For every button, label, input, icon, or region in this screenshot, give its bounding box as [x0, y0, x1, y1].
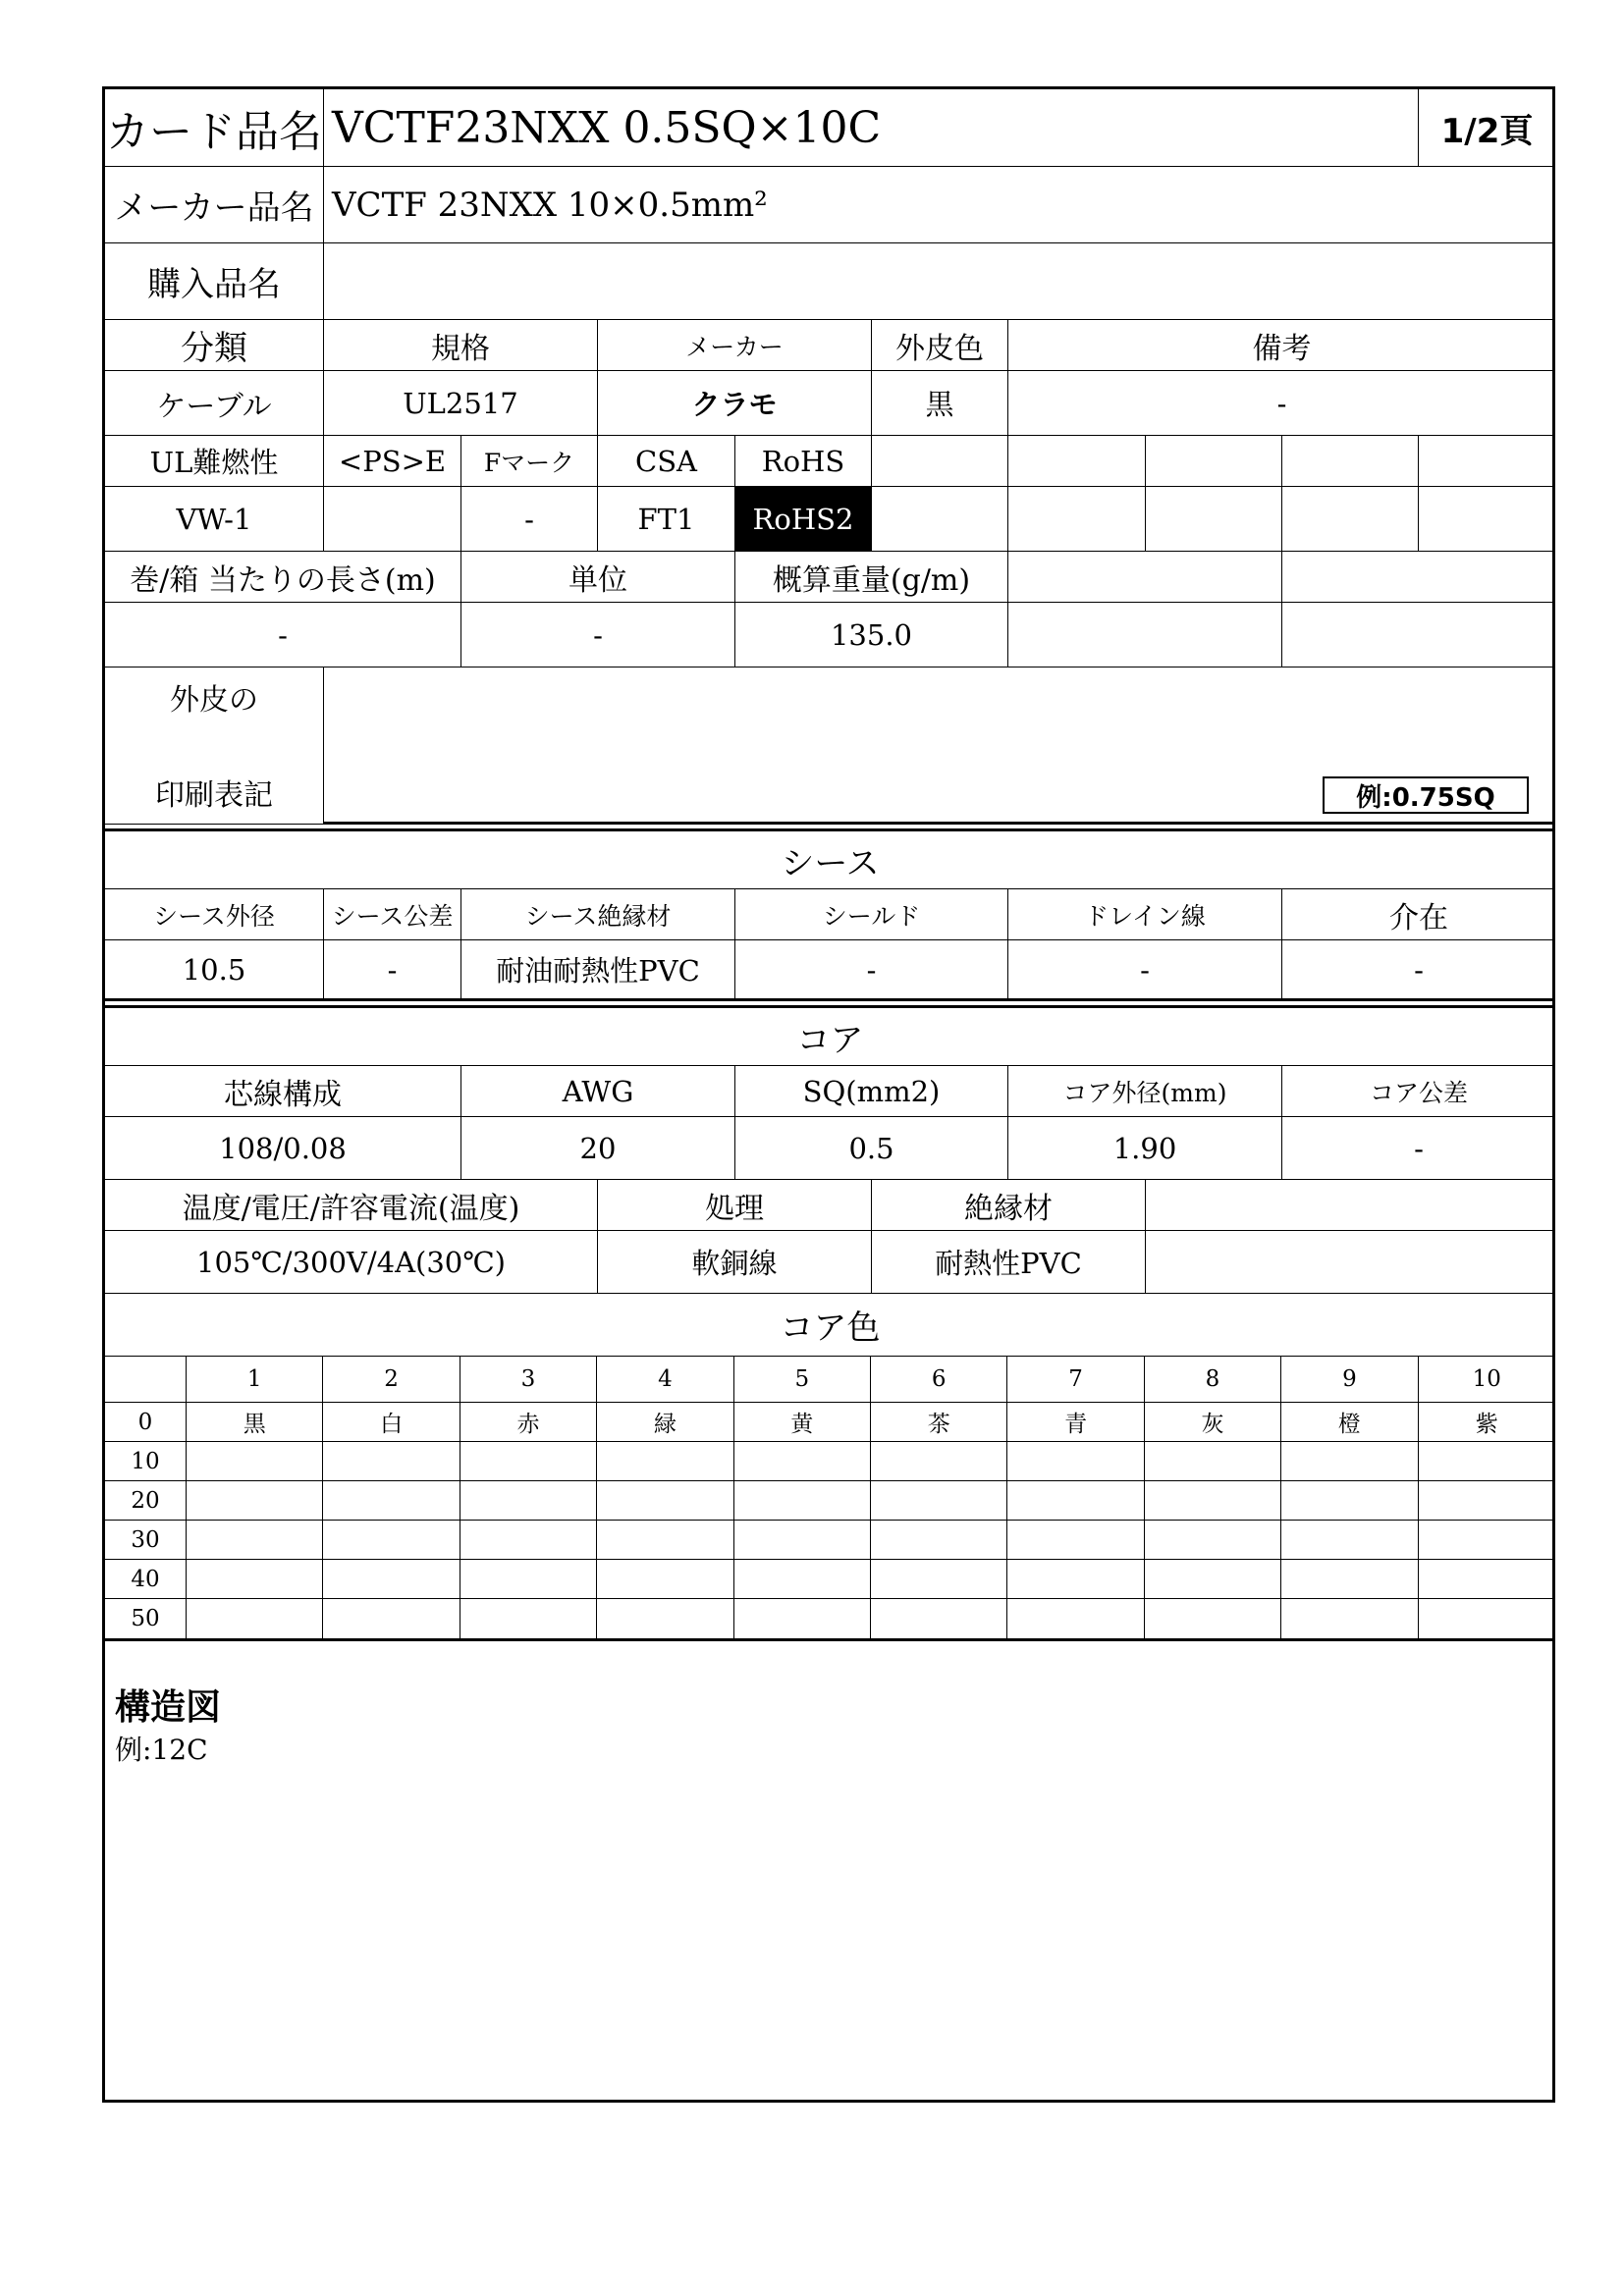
- color-grid-cell: [734, 1481, 871, 1521]
- color-grid-cell: [597, 1521, 733, 1560]
- color-grid-cell: 白: [323, 1403, 460, 1442]
- blank-rating-value: [1146, 1231, 1555, 1294]
- color-grid-cell: [323, 1481, 460, 1521]
- blank-value-2: [1008, 487, 1146, 552]
- print-example-box: 例:0.75SQ: [1323, 776, 1529, 814]
- blank-header-4: [1282, 436, 1419, 487]
- color-grid-cell: [460, 1560, 597, 1599]
- shield-header: シールド: [735, 889, 1008, 940]
- blank-header-2: [1008, 436, 1146, 487]
- maker-name-value: VCTF 23NXX 10×0.5mm²: [324, 167, 1555, 243]
- color-grid-cell: [1419, 1521, 1555, 1560]
- color-grid-row-label: 10: [105, 1442, 187, 1481]
- drain-wire-header: ドレイン線: [1008, 889, 1282, 940]
- sheath-insulation-header: シース絶縁材: [461, 889, 735, 940]
- rohs-header: RoHS: [735, 436, 872, 487]
- core-od-header: コア外径(mm): [1008, 1066, 1282, 1117]
- color-grid-row-label: 40: [105, 1560, 187, 1599]
- color-grid-cell: [323, 1560, 460, 1599]
- color-grid-cell: [323, 1442, 460, 1481]
- color-grid-column-header: 9: [1281, 1357, 1418, 1403]
- color-grid-cell: [460, 1442, 597, 1481]
- awg-value: 20: [461, 1117, 735, 1180]
- color-grid-cell: [1145, 1599, 1281, 1638]
- color-grid-cell: [871, 1521, 1007, 1560]
- sheath-od-header: シース外径: [105, 889, 324, 940]
- treatment-header: 処理: [598, 1180, 872, 1231]
- color-grid-row-label: 30: [105, 1521, 187, 1560]
- insulation-value: 耐熱性PVC: [872, 1231, 1146, 1294]
- conductor-value: 108/0.08: [105, 1117, 461, 1180]
- sheath-tolerance-header: シース公差: [324, 889, 461, 940]
- f-mark-header: Fマーク: [461, 436, 598, 487]
- color-grid-cell: [187, 1481, 323, 1521]
- core-tolerance-value: -: [1282, 1117, 1555, 1180]
- shield-value: -: [735, 940, 1008, 1001]
- print-marking-label-line1: 外皮の: [170, 683, 258, 718]
- color-grid-column-header: 7: [1007, 1357, 1144, 1403]
- blank-value-1: [872, 487, 1008, 552]
- purchase-name-label: 購入品名: [105, 243, 324, 320]
- csa-value: FT1: [598, 487, 735, 552]
- color-grid-cell: [734, 1442, 871, 1481]
- insulation-header: 絶縁材: [872, 1180, 1146, 1231]
- conductor-header: 芯線構成: [105, 1066, 461, 1117]
- length-per-reel-header: 巻/箱 当たりの長さ(m): [105, 552, 461, 603]
- color-grid-cell: 橙: [1281, 1403, 1418, 1442]
- color-grid-cell: [871, 1560, 1007, 1599]
- color-grid-cell: [871, 1599, 1007, 1638]
- core-od-value: 1.90: [1008, 1117, 1282, 1180]
- structure-diagram-title: 構造図: [115, 1687, 222, 1728]
- remarks-header: 備考: [1008, 320, 1555, 371]
- print-marking-label-line2: 印刷表記: [155, 778, 273, 813]
- length-per-reel-value: -: [105, 603, 461, 667]
- color-grid-cell: [1281, 1599, 1418, 1638]
- f-mark-value: -: [461, 487, 598, 552]
- sheath-tolerance-value: -: [324, 940, 461, 1001]
- blank-header-3: [1146, 436, 1282, 487]
- color-grid-cell: 紫: [1419, 1403, 1555, 1442]
- color-grid-cell: [1007, 1560, 1144, 1599]
- class-value: ケーブル: [105, 371, 324, 436]
- color-grid-cell: 茶: [871, 1403, 1007, 1442]
- spec-sheet: [102, 86, 1555, 2103]
- sq-value: 0.5: [735, 1117, 1008, 1180]
- unit-value: -: [461, 603, 735, 667]
- core-color-table: [105, 1357, 1555, 1641]
- standard-value: UL2517: [324, 371, 598, 436]
- color-grid-cell: [1419, 1442, 1555, 1481]
- color-grid-cell: 赤: [460, 1403, 597, 1442]
- blank-length-value-1: [1008, 603, 1282, 667]
- color-grid-cell: [1419, 1560, 1555, 1599]
- color-grid-cell: [1145, 1521, 1281, 1560]
- color-grid-cell: 緑: [597, 1403, 733, 1442]
- sheath-od-value: 10.5: [105, 940, 324, 1001]
- color-grid-column-header: 2: [323, 1357, 460, 1403]
- weight-header: 概算重量(g/m): [735, 552, 1008, 603]
- blank-header-1: [872, 436, 1008, 487]
- filler-header: 介在: [1282, 889, 1555, 940]
- color-grid-cell: [1281, 1521, 1418, 1560]
- color-grid-cell: [460, 1481, 597, 1521]
- core-title: コア: [105, 1005, 1555, 1066]
- sq-header: SQ(mm2): [735, 1066, 1008, 1117]
- color-grid-cell: [1145, 1442, 1281, 1481]
- blank-length-value-2: [1282, 603, 1555, 667]
- color-grid-column-header: 10: [1419, 1357, 1555, 1403]
- color-grid-cell: [460, 1599, 597, 1638]
- color-grid-cell: [1145, 1481, 1281, 1521]
- color-grid-cell: [460, 1521, 597, 1560]
- color-grid-cell: [323, 1521, 460, 1560]
- color-grid-cell: [597, 1560, 733, 1599]
- color-grid-cell: [597, 1481, 733, 1521]
- blank-value-3: [1146, 487, 1282, 552]
- color-grid-column-header: 3: [460, 1357, 597, 1403]
- jacket-color-header: 外皮色: [872, 320, 1008, 371]
- color-grid-cell: 黄: [734, 1403, 871, 1442]
- color-grid-column-header: 8: [1145, 1357, 1281, 1403]
- color-grid-row-label: 50: [105, 1599, 187, 1638]
- color-grid-cell: [1007, 1481, 1144, 1521]
- color-grid-cell: 黒: [187, 1403, 323, 1442]
- color-grid-cell: [323, 1599, 460, 1638]
- sheath-title: シース: [105, 828, 1555, 889]
- color-grid-cell: [597, 1442, 733, 1481]
- color-grid-cell: [187, 1560, 323, 1599]
- core-tolerance-header: コア公差: [1282, 1066, 1555, 1117]
- manufacturer-header: メーカー: [598, 320, 872, 371]
- rating-value: 105℃/300V/4A(30℃): [105, 1231, 598, 1294]
- sheath-insulation-value: 耐油耐熱性PVC: [461, 940, 735, 1001]
- color-grid-cell: [1281, 1442, 1418, 1481]
- remarks-value: -: [1008, 371, 1555, 436]
- structure-diagram-example: 例:12C: [115, 1734, 208, 1766]
- rating-header: 温度/電圧/許容電流(温度): [105, 1180, 598, 1231]
- maker-name-label: メーカー品名: [105, 167, 324, 243]
- color-grid-cell: [1419, 1481, 1555, 1521]
- color-grid-cell: [871, 1442, 1007, 1481]
- jacket-color-value: 黒: [872, 371, 1008, 436]
- filler-value: -: [1282, 940, 1555, 1001]
- color-grid-cell: [187, 1521, 323, 1560]
- card-name-label: カード品名: [105, 89, 324, 167]
- manufacturer-value: クラモ: [598, 371, 872, 436]
- color-grid-cell: [734, 1560, 871, 1599]
- card-name-value: VCTF23NXX 0.5SQ×10C: [324, 89, 1419, 167]
- color-grid-column-header: 5: [734, 1357, 871, 1403]
- standard-header: 規格: [324, 320, 598, 371]
- color-grid-cell: [1007, 1442, 1144, 1481]
- blank-value-4: [1282, 487, 1419, 552]
- color-grid-cell: 灰: [1145, 1403, 1281, 1442]
- color-grid-cell: [1007, 1599, 1144, 1638]
- color-grid-column-header: 1: [187, 1357, 323, 1403]
- color-grid-corner: [105, 1357, 187, 1403]
- ul-flame-header: UL難燃性: [105, 436, 324, 487]
- color-grid-cell: [1145, 1560, 1281, 1599]
- class-header: 分類: [105, 320, 324, 371]
- pse-header: <PS>E: [324, 436, 461, 487]
- unit-header: 単位: [461, 552, 735, 603]
- weight-value: 135.0: [735, 603, 1008, 667]
- blank-length-header-1: [1008, 552, 1282, 603]
- color-grid-cell: [597, 1599, 733, 1638]
- core-color-title: コア色: [105, 1294, 1555, 1357]
- rohs-value: RoHS2: [735, 487, 872, 552]
- color-grid-cell: [1419, 1599, 1555, 1638]
- color-grid-cell: [1007, 1521, 1144, 1560]
- color-grid-column-header: 4: [597, 1357, 733, 1403]
- color-grid-cell: 青: [1007, 1403, 1144, 1442]
- blank-value-5: [1419, 487, 1555, 552]
- color-grid-row-label: 0: [105, 1403, 187, 1442]
- drain-wire-value: -: [1008, 940, 1282, 1001]
- blank-length-header-2: [1282, 552, 1555, 603]
- csa-header: CSA: [598, 436, 735, 487]
- blank-rating-header: [1146, 1180, 1555, 1231]
- pse-value: [324, 487, 461, 552]
- color-grid-cell: [1281, 1481, 1418, 1521]
- purchase-name-value: [324, 243, 1555, 320]
- color-grid-column-header: 6: [871, 1357, 1007, 1403]
- page-number: 1/2頁: [1419, 89, 1555, 167]
- color-grid-cell: [1281, 1560, 1418, 1599]
- awg-header: AWG: [461, 1066, 735, 1117]
- treatment-value: 軟銅線: [598, 1231, 872, 1294]
- ul-flame-value: VW-1: [105, 487, 324, 552]
- color-grid-cell: [734, 1521, 871, 1560]
- color-grid-row-label: 20: [105, 1481, 187, 1521]
- color-grid-cell: [734, 1599, 871, 1638]
- color-grid-cell: [187, 1442, 323, 1481]
- print-marking-label: [105, 667, 324, 825]
- blank-header-5: [1419, 436, 1555, 487]
- color-grid-cell: [187, 1599, 323, 1638]
- color-grid-cell: [871, 1481, 1007, 1521]
